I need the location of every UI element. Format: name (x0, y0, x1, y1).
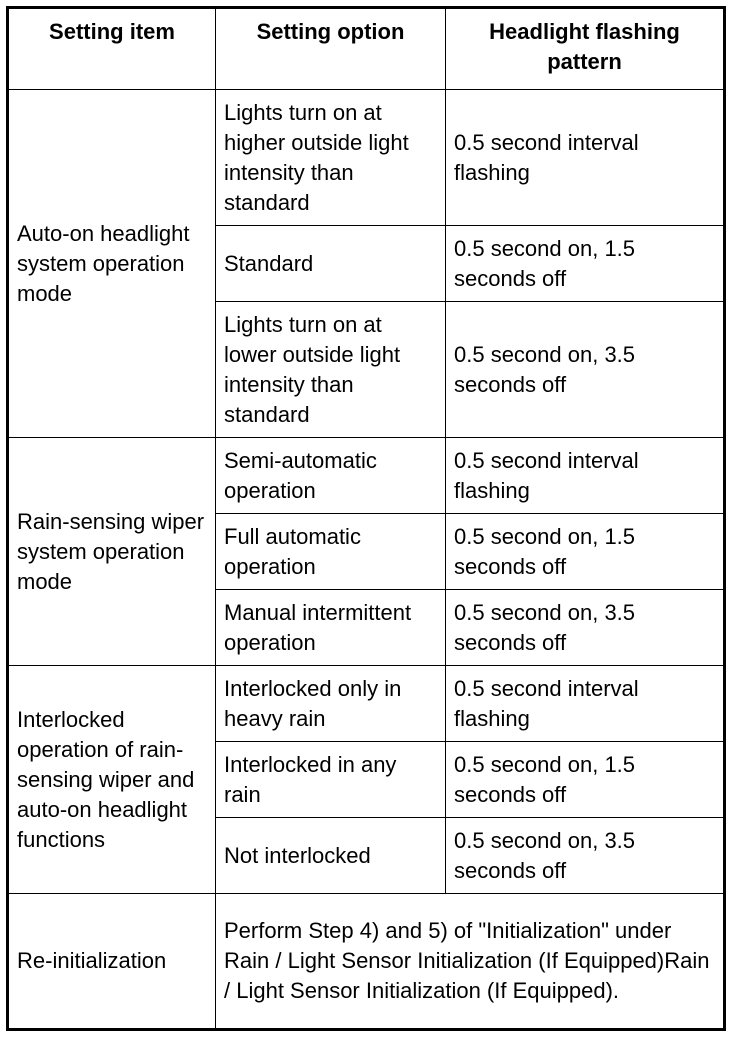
setting-option-cell: Lights turn on at higher outside light intensity than standard (216, 90, 446, 226)
setting-option-cell: Interlocked in any rain (216, 742, 446, 818)
setting-option-cell: Manual intermittent operation (216, 590, 446, 666)
setting-option-cell: Full automatic operation (216, 514, 446, 590)
setting-option-cell: Lights turn on at lower outside light intensity than standard (216, 302, 446, 438)
setting-option-cell: Interlocked only in heavy rain (216, 666, 446, 742)
setting-option-cell: Not interlocked (216, 818, 446, 894)
flashing-pattern-cell: 0.5 second interval flashing (446, 438, 725, 514)
flashing-pattern-cell: 0.5 second on, 3.5 seconds off (446, 818, 725, 894)
flashing-pattern-cell: 0.5 second on, 1.5 seconds off (446, 742, 725, 818)
flashing-pattern-cell: 0.5 second interval flashing (446, 666, 725, 742)
flashing-pattern-cell: 0.5 second on, 1.5 seconds off (446, 514, 725, 590)
setting-item-cell: Auto-on headlight system operation mode (8, 90, 216, 438)
header-setting-item: Setting item (8, 8, 216, 90)
header-flashing-pattern: Headlight flashing pattern (446, 8, 725, 90)
setting-item-cell: Re-initialization (8, 894, 216, 1030)
flashing-pattern-cell: 0.5 second on, 3.5 seconds off (446, 590, 725, 666)
flashing-pattern-cell: 0.5 second on, 3.5 seconds off (446, 302, 725, 438)
settings-table (6, 6, 726, 1031)
setting-option-cell: Standard (216, 226, 446, 302)
setting-option-cell: Semi-automatic operation (216, 438, 446, 514)
table-row (8, 666, 725, 742)
flashing-pattern-cell: 0.5 second interval flashing (446, 90, 725, 226)
table-row (8, 438, 725, 514)
table-row (8, 90, 725, 226)
header-setting-option: Setting option (216, 8, 446, 90)
setting-item-cell: Rain-sensing wiper system operation mode (8, 438, 216, 666)
table-row-reinitialization (8, 894, 725, 1030)
setting-item-cell: Interlocked operation of rain-sensing wiper and auto-on headlight functions (8, 666, 216, 894)
header-row (8, 8, 725, 90)
flashing-pattern-cell: 0.5 second on, 1.5 seconds off (446, 226, 725, 302)
reinitialization-instructions: Perform Step 4) and 5) of "Initialization" under Rain / Light Sensor Initialization (If Equipped)Rain / Light Sensor Initialization (If Equipped). (216, 894, 725, 1030)
